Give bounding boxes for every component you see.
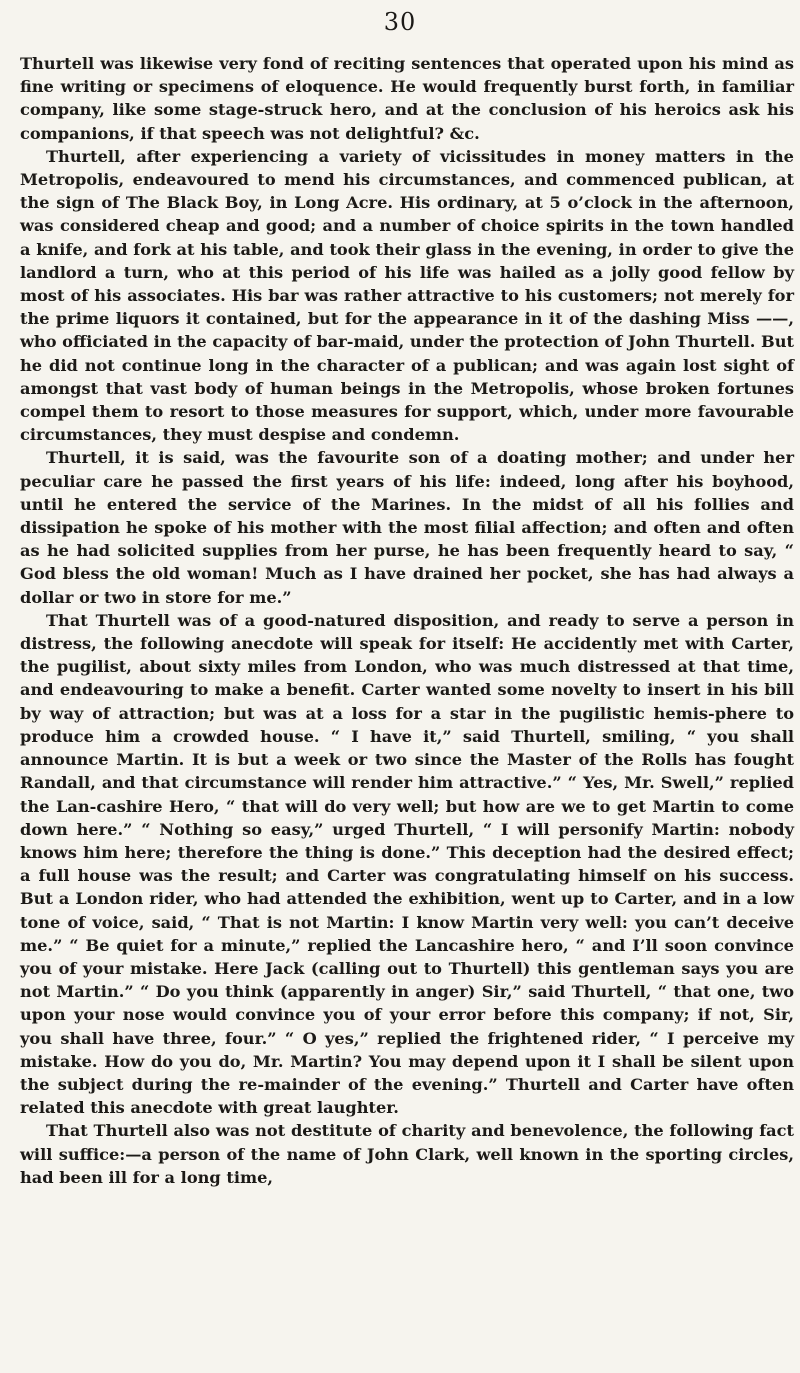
paragraph: Thurtell, after experiencing a variety of vicissitudes in money matters in the Metropolis, endeavoured to mend his circumstances, and commenced publican, at the sign of The Black Boy, in Long Acre. His ordinary, at 5 o’clock in the afternoon, was considered cheap and good; and a number of choice spirits in the town handled a knife, and fork at his table, and took their glass in the evening, in order to give the landlord a turn, who at this period of his life was hailed as a jolly good fellow by most of his associates. His bar was rather attractive to his customers; not merely for the prime liquors it contained, but for the appearance in it of the dashing Miss ——, who officiated in the capacity of bar-maid, under the protection of John Thurtell. But he did not continue long in the character of a publican; and was again lost sight of amongst that vast body of human beings in the Metropolis, whose broken fortunes compel them to resort to those measures for support, which, under more favourable circumstances, they must despise and condemn. (20, 146, 794, 445)
paragraph: That Thurtell also was not destitute of charity and benevolence, the following fact will suffice:—a person of the name of John Clark, well known in the sporting circles, had been ill for a long time, (20, 1121, 794, 1187)
paragraph: That Thurtell was of a good-natured disposition, and ready to serve a person in distress, the following anecdote will speak for itself: He accidently met with Carter, the pugilist, about sixty miles from London, who was much distressed at that time, and endeavouring to make a benefit. Carter wanted some novelty to insert in his bill by way of attraction; but was at a loss for a star in the pugilistic hemis-phere to produce him a crowded house. “ I have it,” said Thurtell, smiling, “ you shall announce Martin. It is but a week or two since the Master of the Rolls has fought Randall, and that circumstance will render him attractive.” “ Yes, Mr. Swell,” replied the Lan-cashire Hero, “ that will do very well; but how are we to get Martin to come down here.” “ Nothing so easy,” urged Thurtell, “ I will personify Martin: nobody knows him here; therefore the thing is done.” This deception had the desired effect; a full house was the result; and Carter was congratulating himself on his success. But a London rider, who had attended the exhibition, went up to Carter, and in a low tone of voice, said, “ That is not Martin: I know Martin very well: you can’t deceive me.” “ Be quiet for a minute,” replied the Lancashire hero, “ and I’ll soon convince you of your mistake. Here Jack (calling out to Thurtell) this gentleman says you are not Martin.” “ Do you think (apparently in anger) Sir,” said Thurtell, “ that one, two upon your nose would convince you of your error before this company; if not, Sir, you shall have three, four.” “ O yes,” replied the frightened rider, “ I perceive my mistake. How do you do, Mr. Martin? You may depend upon it I shall be silent upon the subject during the re-mainder of the evening.” Thurtell and Carter have often related this anecdote with great laughter. (20, 610, 794, 1118)
body-text (20, 52, 794, 1189)
paragraph: Thurtell, it is said, was the favourite son of a doating mother; and under her peculiar care he passed the first years of his life: indeed, long after his boyhood, until he entered the service of the Marines. In the midst of all his follies and dissipation he spoke of his mother with the most filial affection; and often and often as he had solicited supplies from her purse, he has been frequently heard to say, “ God bless the old woman! Much as I have drained her pocket, she has had always a dollar or two in store for me.” (20, 448, 794, 607)
paragraph: Thurtell was likewise very fond of reciting sentences that operated upon his mind as fine writing or specimens of eloquence. He would frequently burst forth, in familiar company, like some stage-struck hero, and at the conclusion of his heroics ask his companions, if that speech was not delightful? &c. (20, 54, 794, 143)
page-number: 30 (383, 8, 417, 36)
